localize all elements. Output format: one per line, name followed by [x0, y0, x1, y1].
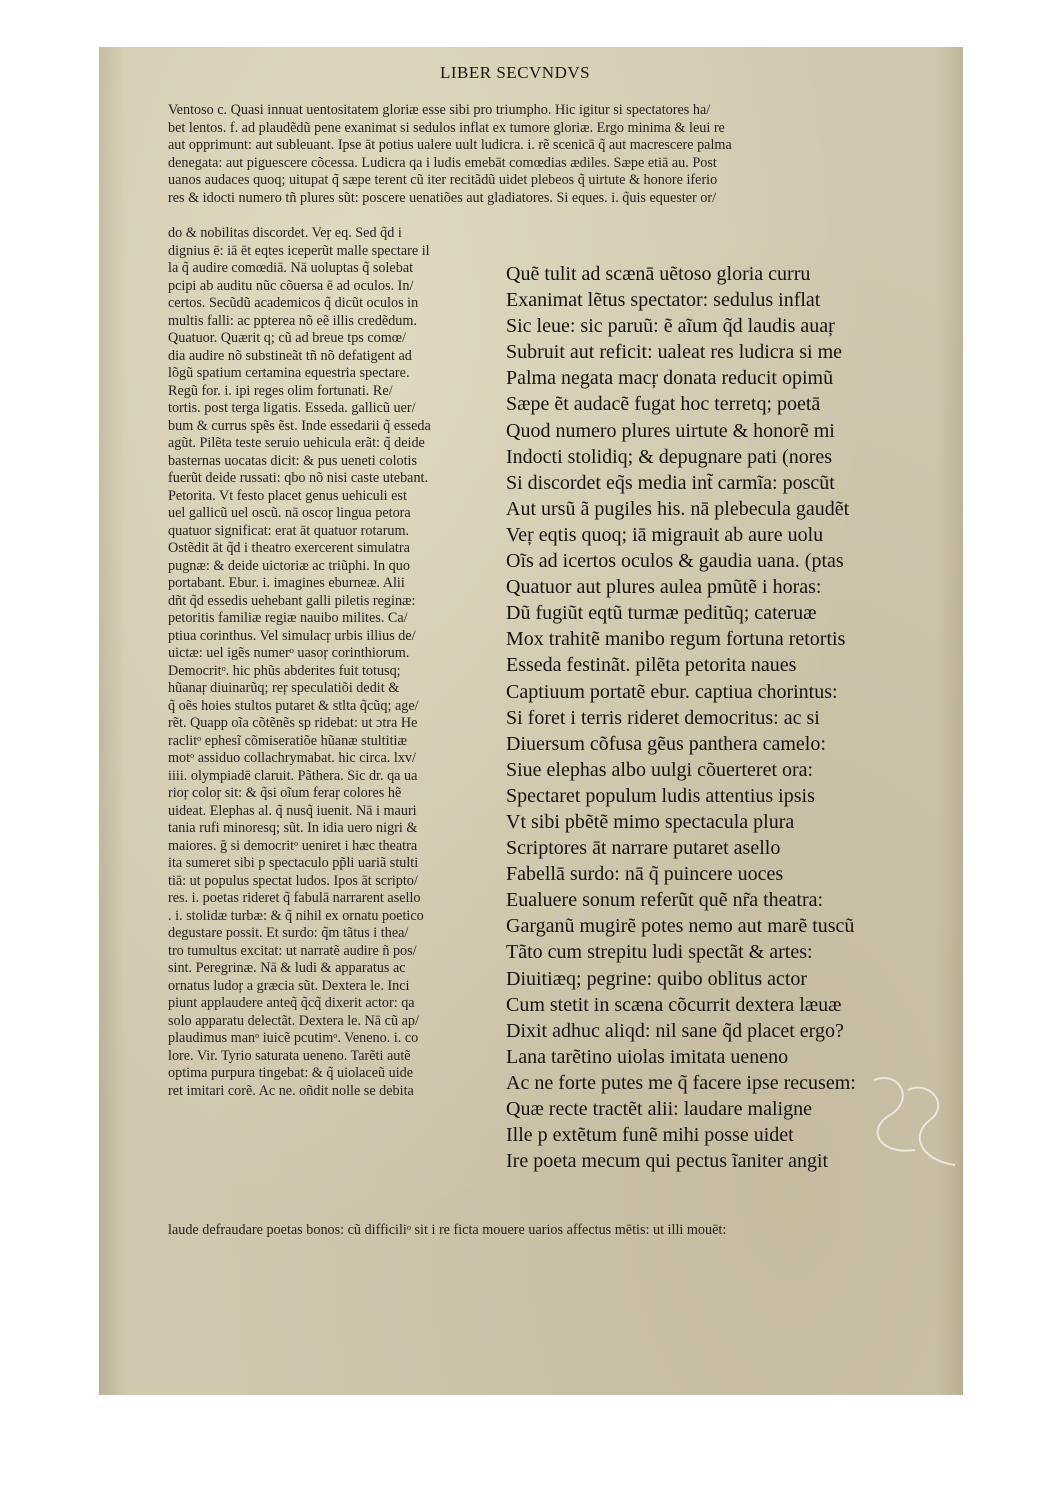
verse-line: Si discordet eq̃s media int̃ carmĩa: poscũt	[506, 471, 835, 494]
verse-line: Cum stetit in scæna cõcurrit dextera læuæ	[506, 993, 842, 1016]
commentary-line: dignius ē: iā ēt eqtes iceperũt malle spectare il	[168, 242, 430, 259]
commentary-line: Petorita. Vt festo placet genus uehiculi est	[168, 487, 407, 504]
verse-line: Ac ne forte putes me q̃ facere ipse recusem:	[506, 1071, 856, 1094]
verse-text-column	[506, 261, 906, 1174]
commentary-line: maiores. ğ si democritᵒ ueniret i hæc theatra	[168, 837, 418, 854]
verse-line: Si foret i terris rideret democritus: ac si	[506, 706, 820, 729]
commentary-line: tortis. post terga ligatis. Esseda. gallicũ uer/	[168, 400, 416, 416]
commentary-line: dñt q̃d essedis uehebant galli piletis reginæ:	[168, 592, 416, 609]
commentary-line: do & nobilitas discordet. Veŗ eq. Sed q̃d i	[168, 225, 402, 241]
commentary-line: uel gallicũ uel oscũ. nā oscoŗ lingua petora	[168, 505, 411, 521]
commentary-line: rẽt. Quapp oĩa cõtẽnẽs sp ridebat: ut ɔtra He	[168, 715, 418, 731]
commentary-left-column	[168, 225, 508, 1100]
commentary-line: lõgũ spatium certamina equestria spectare.	[168, 365, 410, 381]
commentary-line: piunt applaudere anteq̃ q̃cq̃ dixerit actor: qa	[168, 995, 415, 1011]
verse-line: Ire poeta mecum qui pectus ĩaniter angit	[506, 1150, 829, 1173]
verse-line: Esseda festinãt. pilẽta petorita naues	[506, 654, 797, 677]
verse-line: Spectaret populum ludis attentius ipsis	[506, 784, 815, 807]
verse-line: Lana tarẽtino uiolas imitata ueneno	[506, 1045, 789, 1068]
commentary-line: agũt. Pilẽta teste seruio uehicula erãt: q̃ deide	[168, 435, 425, 451]
commentary-line: Ostẽdit āt q̃d i theatro exercerent simulatra	[168, 540, 410, 556]
verse-line: Ille p extẽtum funẽ mihi posse uidet	[506, 1124, 794, 1147]
commentary-line: lore. Vir. Tyrio saturata ueneno. Tarẽti autẽ	[168, 1047, 411, 1064]
verse-line: Quæ recte tractẽt alii: laudare maligne	[506, 1098, 812, 1120]
verse-line: Dũ fugiũt eqtũ turmæ peditũq; cateruæ	[506, 602, 817, 625]
commentary-line: res. i. poetas rideret q̃ fabulā narrarent asello	[168, 890, 421, 906]
verse-line: Quẽ tulit ad scænā uẽtoso gloria curru	[506, 263, 811, 285]
commentary-line: q̃ oẽs hoies stultos putaret & stlta q̃cũq; age/	[168, 697, 419, 714]
commentary-line: Quatuor. Quærit q; cũ ad breue tps comœ/	[168, 330, 406, 346]
verse-line: Diuersum cõfusa gẽus panthera camelo:	[506, 732, 826, 755]
commentary-line: ornatus ludoŗ a græcia sũt. Dextera le. Inci	[168, 977, 410, 994]
commentary-line: ret imitari corẽ. Ac ne. oñdit nolle se debita	[168, 1082, 414, 1099]
marginal-pen-scribble	[860, 1060, 970, 1180]
commentary-line: denegata: aut piguescere cõcessa. Ludicra qa i ludis emebāt comœdias ædiles. Sæpe etiā au. Post	[168, 154, 717, 171]
verse-line: Palma negata macŗ donata reducit opimũ	[506, 367, 834, 390]
commentary-line: solo apparatu delectãt. Dextera le. Nā cũ ap/	[168, 1012, 419, 1029]
commentary-line: tania rufi minoresq; sũt. In idia uero nigri &	[168, 820, 418, 836]
commentary-line: bum & currus spẽs ẽst. Inde essedarii q̃ esseda	[168, 417, 431, 434]
commentary-line: quatuor significat: erat āt quatuor rotarum.	[168, 522, 410, 539]
commentary-line: hũanaŗ diuinarũq; reŗ speculatiõi dedit &	[168, 680, 400, 696]
running-head: LIBER SECVNDVS	[440, 63, 591, 82]
verse-line: Subruit aut reficit: ualeat res ludicra si me	[506, 341, 842, 364]
commentary-line: la q̃ audire comœdiā. Nā uoluptas q̃ solebat	[168, 260, 414, 276]
commentary-line: sint. Peregrinæ. Nā & ludi & apparatus ac	[168, 960, 406, 976]
commentary-top-block	[168, 102, 898, 207]
commentary-line: tiā: ut populus spectat ludos. Ipos āt scripto/	[168, 872, 418, 889]
commentary-line: aut opprimunt: aut subleuant. Ipse āt potius ualere uult ludicra. i. rẽ scenicā q̃ aut macrescere palma	[168, 137, 732, 153]
commentary-line: certos. Secũdũ academicos q̃ dicũt oculos in	[168, 295, 419, 311]
verse-line: Scriptores āt narrare putaret asello	[506, 837, 781, 860]
commentary-line: Democritᵒ. hic phũs abderites fuit totusq;	[168, 662, 401, 679]
verse-line: Eualuere sonum referũt quẽ nr̃a theatra:	[506, 889, 824, 912]
commentary-line: pugnæ: & deide uictoriæ ac triũphi. In quo	[168, 557, 410, 574]
commentary-line: pcipi ab auditu nũc cõuersa ē ad oculos. In/	[168, 277, 414, 294]
verse-line: Captiuum portatẽ ebur. captiua chorintus:	[506, 680, 838, 703]
commentary-line: fuerũt deide russati: qbo nõ nisi caste utebant.	[168, 470, 429, 486]
commentary-bottom-line	[168, 1222, 898, 1240]
verse-line: Sæpe ẽt audacẽ fugat hoc terretq; poetā	[506, 393, 821, 416]
commentary-line: iiii. olympiadē claruit. Pãthera. Sic dr. qa ua	[168, 767, 418, 784]
verse-line: Exanimat lẽtus spectator: sedulus inflat	[506, 289, 821, 312]
commentary-line: Ventoso c. Quasi innuat uentositatem gloriæ esse sibi pro triumpho. Hic igitur si spectatores ha/	[168, 102, 711, 118]
verse-line: Mox trahitẽ manibo regum fortuna retortis	[506, 628, 846, 651]
verse-line: Garganũ mugirẽ potes nemo aut marẽ tuscũ	[506, 915, 855, 938]
commentary-line: Regũ for. i. ipi reges olim fortunati. Re/	[168, 382, 393, 399]
verse-line: Tãto cum strepitu ludi spectãt & artes:	[506, 941, 813, 964]
commentary-line: uideat. Elephas al. q̃ nusq̃ iuenit. Nā i mauri	[168, 802, 417, 819]
commentary-line: uanos audaces quoq; uitupat q̃ sæpe terent cũ iter recitãdũ uidet plebeos q̃ uirtute & honore iferio	[168, 172, 718, 188]
commentary-line: rioŗ coloŗ sit: & q̃si oĩum feraŗ colores hẽ	[168, 785, 402, 801]
commentary-line: tro tumultus excitat: ut narratẽ audire ñ pos/	[168, 942, 417, 959]
commentary-line: res & idocti numero tñ plures sũt: poscere uenatiões aut gladiatores. Si eques. i. q̃uis equester or/	[168, 189, 717, 206]
commentary-line: . i. stolidæ turbæ: & q̃ nihil ex ornatu poetico	[168, 907, 424, 924]
commentary-line: motᵒ assiduo collachrymabat. hic circa. lxv/	[168, 750, 416, 766]
commentary-line: multis falli: ac ppterea nõ eẽ illis credẽdum.	[168, 312, 417, 329]
commentary-line: dia audire nõ substineãt tñ nõ defatigent ad	[168, 347, 412, 364]
verse-line: Dixit adhuc aliqd: nil sane q̃d placet ergo?	[506, 1019, 844, 1042]
verse-line: Diuitiæq; pegrine: quibo oblitus actor	[506, 967, 808, 990]
commentary-line: uictæ: uel igẽs numerᵒ uasoŗ corinthiorum.	[168, 645, 410, 661]
verse-line: Aut ursũ ã pugiles his. nā plebecula gaudẽt	[506, 497, 850, 520]
verse-line: Quatuor aut plures aulea pmũtẽ i horas:	[506, 576, 822, 599]
verse-line: Oĩs ad icertos oculos & gaudia uana. (ptas	[506, 550, 844, 573]
verse-line: Veŗ eqtis quoq; iā migrauit ab aure uolu	[506, 523, 824, 546]
commentary-line: ptiua corinthus. Vel simulacŗ urbis illius de/	[168, 627, 416, 644]
commentary-line: raclitᵒ ephesĩ cõmiseratiõe hũanæ stultitiæ	[168, 732, 407, 749]
verse-line: Vt sibi pbẽtẽ mimo spectacula plura	[506, 810, 795, 833]
commentary-line: basternas uocatas dicit: & pus ueneti colotis	[168, 452, 418, 469]
verse-line: Indocti stolidiq; & depugnare pati (nores	[506, 445, 833, 468]
commentary-line: degustare possit. Et surdo: q̃m tãtus i thea/	[168, 925, 409, 941]
commentary-line: optima purpura tingebat: & q̃ uiolaceũ uide	[168, 1065, 414, 1081]
commentary-line: petoritis familiæ regiæ nauibo milites. Ca/	[168, 610, 408, 626]
verse-line: Fabellā surdo: nā q̃ puincere uoces	[506, 863, 784, 886]
commentary-line: plaudimus manᵒ iuicẽ pcutimᵒ. Veneno. i. co	[168, 1030, 419, 1046]
commentary-line: bet lentos. f. ad plaudẽdũ pene exanimat si sedulos inflat ex tumore gloriæ. Ergo minima & leui re	[168, 119, 725, 136]
commentary-line: ita sumeret sibi p spectaculo pp̃li uariã stulti	[168, 855, 419, 871]
verse-line: Quod numero plures uirtute & honorẽ mi	[506, 419, 835, 442]
verse-line: Siue elephas albo uulgi cõuerteret ora:	[506, 758, 814, 781]
commentary-line: laude defraudare poetas bonos: cũ difficiliᵒ sit i re ficta mouere uarios affectus mētis: ut illi mouēt:	[168, 1222, 727, 1238]
commentary-line: portabant. Ebur. i. imagines eburneæ. Alii	[168, 575, 405, 591]
verse-line: Sic leue: sic paruũ: ẽ aĩum q̃d laudis auaŗ	[506, 315, 835, 338]
